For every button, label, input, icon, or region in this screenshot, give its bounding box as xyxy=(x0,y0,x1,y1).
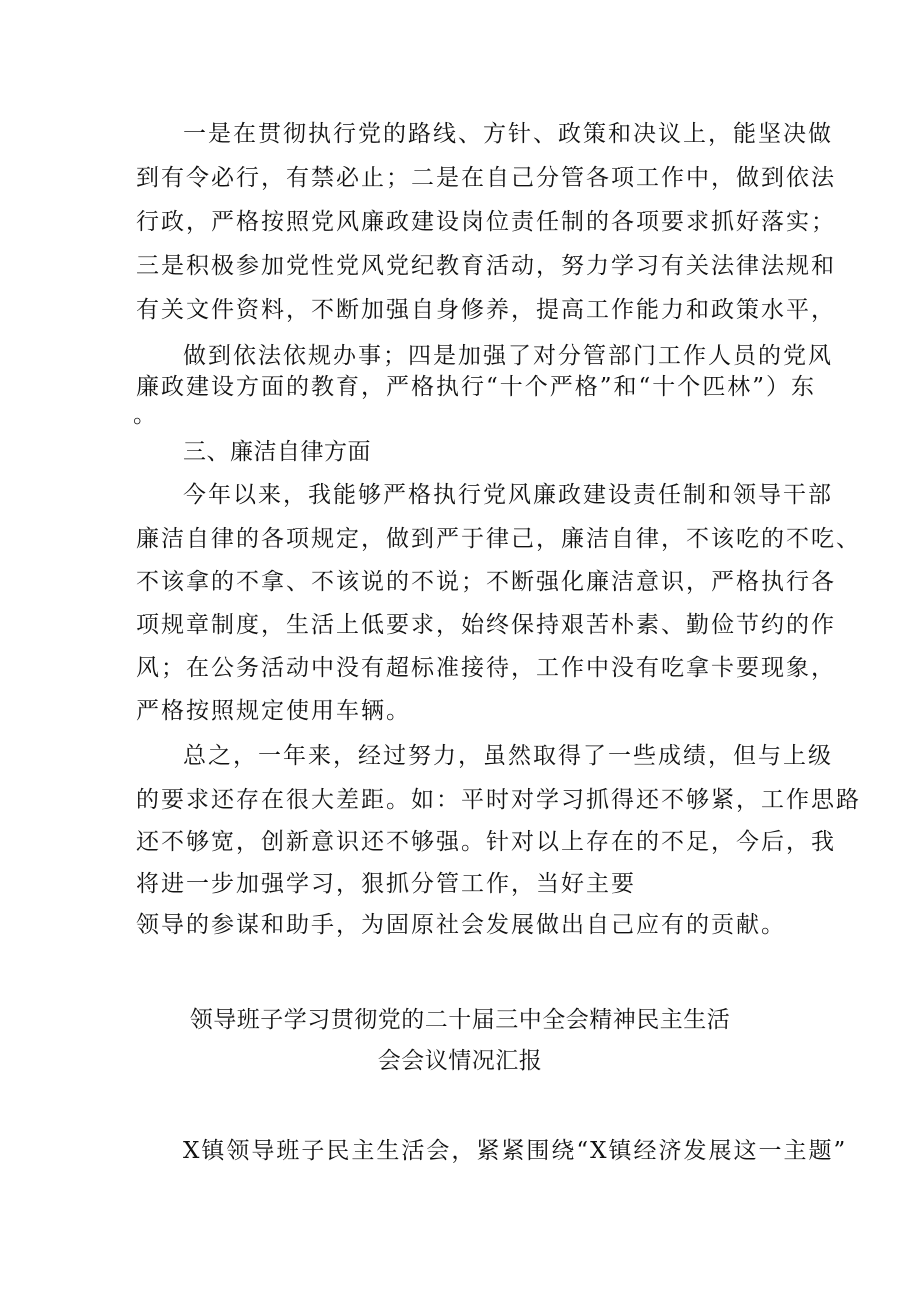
text-line: 风；在公务活动中没有超标准接待，工作中没有吃拿卡要现象， xyxy=(136,655,836,681)
section-heading: 三、廉洁自律方面 xyxy=(183,439,371,465)
text-line: 还不够宽，创新意识还不够强。针对以上存在的不足，今后，我 xyxy=(136,829,836,855)
text-line: 严格按照规定使用车辆。 xyxy=(136,698,411,724)
text-line: 。 xyxy=(133,402,158,428)
text-line: 廉洁自律的各项规定，做到严于律己，廉洁自律，不该吃的不吃、 xyxy=(136,526,861,552)
report-intro-line: X镇领导班子民主生活会，紧紧围绕“X镇经济发展这一主题” xyxy=(183,1138,848,1164)
report-title-line: 领导班子学习贯彻党的二十届三中全会精神民主生活 xyxy=(189,1007,731,1033)
text-line: 项规章制度，生活上低要求，始终保持艰苦朴素、勤俭节约的作 xyxy=(136,612,836,638)
text-line: 到有令必行，有禁必止；二是在自己分管各项工作中，做到依法 xyxy=(136,165,836,191)
text-line: 将进一步加强学习，狠抓分管工作，当好主要 xyxy=(136,871,636,897)
text-line: 廉政建设方面的教育，严格执行“十个严格”和“十个匹林”）东 xyxy=(136,374,817,400)
text-line: 总之，一年来，经过努力，虽然取得了一些成绩，但与上级 xyxy=(183,743,833,769)
report-title-line: 会会议情况汇报 xyxy=(377,1048,543,1074)
text-line: 今年以来，我能够严格执行党风廉政建设责任制和领导干部 xyxy=(183,482,833,508)
text-line: 领导的参谋和助手，为固原社会发展做出自己应有的贡献。 xyxy=(136,912,786,938)
text-line: 的要求还存在很大差距。如：平时对学习抓得还不够紧，工作思路 xyxy=(136,787,861,813)
text-line: 一是在贯彻执行党的路线、方针、政策和决议上，能坚决做 xyxy=(183,121,833,147)
text-line: 行政，严格按照党风廉政建设岗位责任制的各项要求抓好落实； xyxy=(136,209,836,235)
text-line: 三是积极参加党性党风党纪教育活动，努力学习有关法律法规和 xyxy=(136,253,836,279)
text-line: 做到依法依规办事；四是加强了对分管部门工作人员的党风 xyxy=(183,343,833,369)
text-line: 有关文件资料，不断加强自身修养，提高工作能力和政策水平， xyxy=(136,297,836,323)
text-line: 不该拿的不拿、不该说的不说；不断强化廉洁意识，严格执行各 xyxy=(136,569,836,595)
